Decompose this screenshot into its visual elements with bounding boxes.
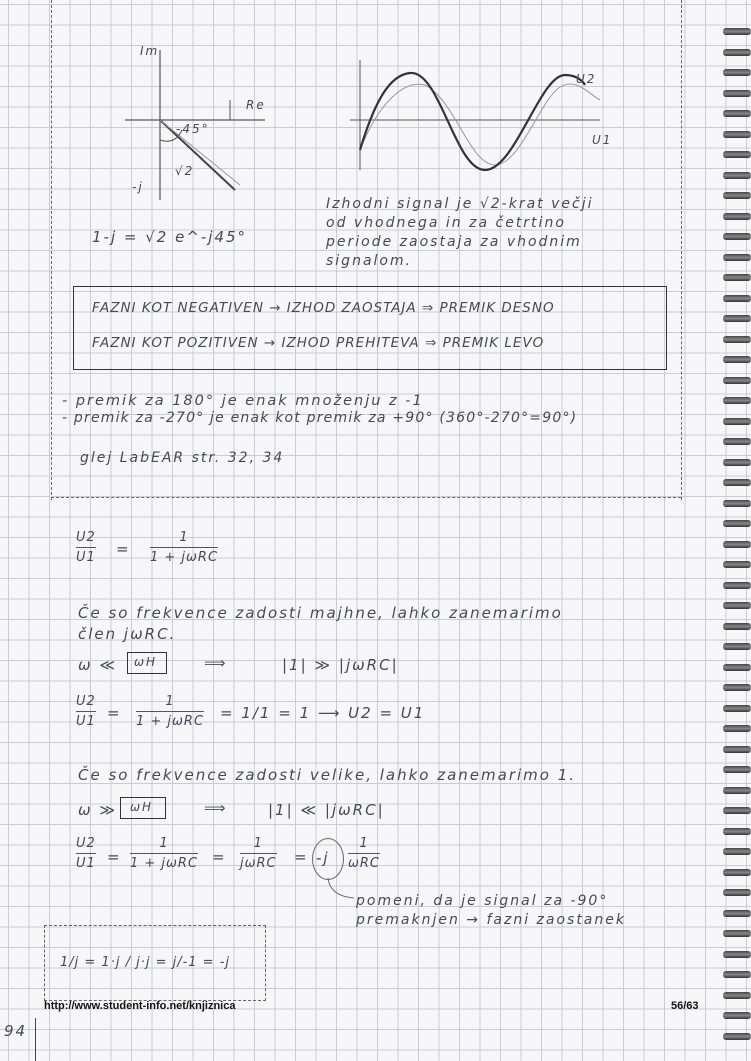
spiral-ring: [723, 643, 751, 650]
high-text: Če so frekvence zadosti velike, lahko zanemarimo 1.: [78, 766, 577, 784]
spiral-ring: [723, 869, 751, 876]
spiral-ring: [723, 90, 751, 97]
spiral-ring: [723, 356, 751, 363]
spiral-ring: [723, 992, 751, 999]
spiral-ring: [723, 213, 751, 220]
fraction-low-transfer: 1 1 + jωRC: [136, 694, 205, 729]
low-condition: ω ≪: [78, 656, 118, 674]
spiral-ring: [723, 951, 751, 958]
low-implies: ⟹: [204, 654, 228, 672]
spiral-ring: [723, 49, 751, 56]
note-line-1: - premik za 180° je enak množenju z -1: [62, 393, 424, 409]
low-text-line-1: Če so frekvence zadosti majhne, lahko zanemarimo: [78, 604, 563, 622]
spiral-ring: [723, 664, 751, 671]
fraction-u2-u1-low: U2 U1: [76, 694, 96, 729]
fraction-u2-u1-high: U2 U1: [76, 836, 96, 871]
spiral-ring: [723, 684, 751, 691]
high-omega-label: ωH: [130, 800, 154, 814]
high-equals-2: =: [212, 848, 227, 866]
axis-im-label: Im: [140, 44, 160, 58]
spiral-ring: [723, 582, 751, 589]
pomeni-line-2: premaknjen → fazni zaostanek: [356, 912, 626, 928]
spiral-ring: [723, 295, 751, 302]
low-eq-rest: = 1/1 = 1 ⟶ U2 = U1: [220, 704, 426, 722]
pomeni-pointer: [320, 876, 360, 906]
fraction-high-wrc: 1 ωRC: [348, 836, 380, 871]
fraction-transfer: 1 1 + jωRC: [150, 530, 219, 565]
spiral-ring: [723, 725, 751, 732]
fraction-u2-u1-main: U2 U1: [76, 530, 96, 565]
wave-note-line-3: periode zaostaja za vhodnim: [326, 234, 582, 250]
spiral-ring: [723, 151, 751, 158]
spiral-ring: [723, 69, 751, 76]
low-result: |1| ≫ |jωRC|: [282, 656, 399, 674]
derivation-eq: 1/j = 1·j / j·j = j/-1 = -j: [60, 955, 231, 970]
wave-note-line-4: signalom.: [326, 253, 413, 269]
spiral-ring: [723, 377, 751, 384]
spiral-ring: [723, 254, 751, 261]
section-bottom-line: [51, 497, 681, 498]
low-text-line-2: člen jωRC.: [78, 625, 177, 643]
rule-box: [73, 286, 667, 370]
spiral-ring: [723, 459, 751, 466]
pomeni-line-1: pomeni, da je signal za -90°: [356, 893, 609, 909]
spiral-ring: [723, 766, 751, 773]
spiral-ring: [723, 520, 751, 527]
corner-number: 94: [4, 1022, 28, 1040]
spiral-ring: [723, 274, 751, 281]
wave-u2-label: U2: [576, 72, 597, 86]
waveform-plot: [345, 55, 613, 180]
spiral-ring: [723, 602, 751, 609]
spiral-ring: [723, 418, 751, 425]
equals-sign: =: [116, 540, 131, 558]
spiral-ring: [723, 315, 751, 322]
spiral-ring: [723, 397, 751, 404]
spiral-ring: [723, 930, 751, 937]
wave-u1-label: U1: [592, 133, 613, 147]
note-line-2: - premik za -270° je enak kot premik za +90° (360°-270°=90°): [62, 410, 578, 426]
high-implies: ⟹: [204, 799, 228, 817]
corner-line: [35, 1018, 36, 1061]
spiral-ring: [723, 828, 751, 835]
fraction-high-transfer: 1 1 + jωRC: [130, 836, 199, 871]
spiral-ring: [723, 889, 751, 896]
spiral-ring: [723, 848, 751, 855]
spiral-ring: [723, 807, 751, 814]
spiral-ring: [723, 541, 751, 548]
spiral-ring: [723, 336, 751, 343]
spiral-ring: [723, 438, 751, 445]
left-margin-line: [51, 0, 52, 500]
angle-label: -45°: [176, 122, 210, 136]
spiral-ring: [723, 500, 751, 507]
spiral-ring: [723, 479, 751, 486]
spiral-ring: [723, 110, 751, 117]
footer-url: http://www.student-info.net/knjiznica: [44, 1000, 236, 1012]
spiral-ring: [723, 746, 751, 753]
spiral-ring: [723, 787, 751, 794]
spiral-ring: [723, 233, 751, 240]
low-equals: =: [107, 704, 122, 722]
spiral-ring: [723, 971, 751, 978]
high-result: |1| ≪ |jωRC|: [268, 801, 385, 819]
spiral-ring: [723, 1012, 751, 1019]
complex-formula: 1-j = √2 e^-j45°: [92, 228, 248, 246]
spiral-ring: [723, 561, 751, 568]
spiral-ring: [723, 131, 751, 138]
spiral-ring: [723, 910, 751, 917]
rule-line-2: FAZNI KOT POZITIVEN → IZHOD PREHITEVA ⇒ PREMIK LEVO: [92, 335, 545, 351]
low-omega-label: ωH: [134, 655, 158, 669]
high-condition: ω ≫: [78, 801, 118, 819]
high-equals-1: =: [107, 848, 122, 866]
footer-page: 56/63: [671, 1000, 699, 1012]
spiral-binding: [717, 0, 751, 1061]
sqrt2-label: √2: [175, 164, 195, 178]
spiral-ring: [723, 28, 751, 35]
rule-line-1: FAZNI KOT NEGATIVEN → IZHOD ZAOSTAJA ⇒ PREMIK DESNO: [92, 300, 555, 316]
axis-re-label: Re: [246, 98, 266, 112]
minus-j-label: -j: [132, 180, 144, 194]
spiral-ring: [723, 192, 751, 199]
fraction-high-jwrc: 1 jωRC: [240, 836, 277, 871]
note-line-3: glej LabEAR str. 32, 34: [80, 450, 285, 466]
spiral-ring: [723, 1033, 751, 1040]
wave-note-line-1: Izhodni signal je √2-krat večji: [326, 196, 594, 212]
wave-note-line-2: od vhodnega in za četrtino: [326, 215, 566, 231]
spiral-ring: [723, 705, 751, 712]
right-margin-line: [681, 0, 682, 500]
high-equals-3: =: [294, 848, 309, 866]
spiral-ring: [723, 623, 751, 630]
spiral-ring: [723, 172, 751, 179]
high-minus-j: -j: [316, 849, 330, 867]
